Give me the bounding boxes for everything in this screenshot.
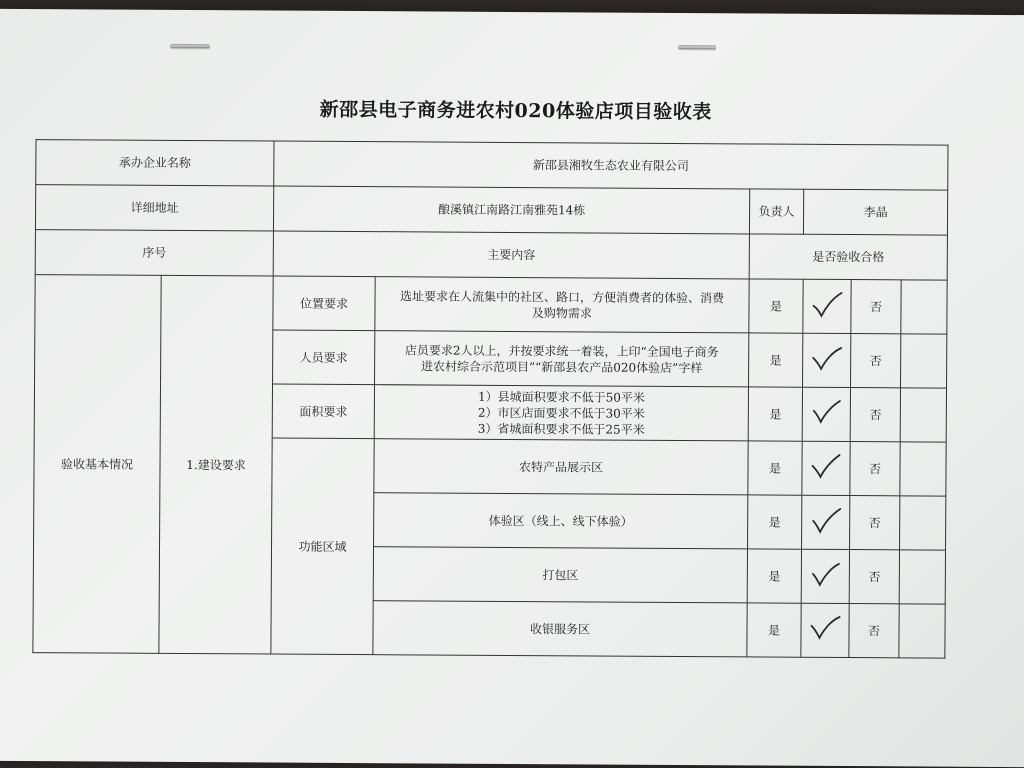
no-label: 否 [851, 334, 901, 388]
no-check-cell[interactable] [900, 442, 946, 496]
handwritten-check-icon [808, 613, 842, 643]
handwritten-check-icon [809, 397, 843, 427]
pass-label: 是否验收合格 [749, 234, 947, 280]
function-item: 收银服务区 [373, 601, 747, 657]
category-function-area: 功能区域 [271, 438, 374, 655]
company-row [36, 140, 948, 191]
requirement-line: 店员要求2人以上，并按要求统一着装，上印“全国电子商务 [404, 342, 719, 359]
address-label: 详细地址 [35, 185, 273, 231]
table-row [35, 275, 947, 335]
section-label: 验收基本情况 [33, 275, 161, 654]
yes-check-cell[interactable] [802, 441, 850, 495]
sub-section-label: 1.建设要求 [159, 275, 273, 654]
category-area: 面积要求 [272, 384, 374, 439]
person-label: 负责人 [749, 189, 803, 234]
no-check-cell[interactable] [901, 334, 947, 388]
paper-sheet [0, 9, 1024, 767]
yes-label: 是 [749, 279, 803, 333]
column-header-row [35, 230, 947, 281]
seq-label: 序号 [35, 230, 273, 276]
yes-label: 是 [749, 333, 803, 387]
yes-check-cell[interactable] [801, 549, 849, 603]
function-item: 打包区 [373, 547, 747, 603]
no-check-cell[interactable] [899, 604, 945, 658]
yes-label: 是 [748, 441, 802, 495]
yes-label: 是 [747, 603, 801, 657]
handwritten-check-icon [809, 451, 843, 481]
no-check-cell[interactable] [901, 280, 947, 334]
company-label: 承办企业名称 [36, 140, 274, 186]
staple-icon [678, 45, 716, 49]
function-item: 农特产品展示区 [374, 439, 748, 495]
no-label: 否 [851, 280, 901, 334]
company-value: 新邵县湘牧生态农业有限公司 [274, 141, 948, 190]
requirement-line: 3）省城面积要求不低于25平米 [477, 421, 645, 437]
yes-check-cell[interactable] [803, 333, 851, 387]
handwritten-check-icon [809, 505, 843, 535]
content-label: 主要内容 [273, 231, 749, 279]
requirement-line: 选址要求在人流集中的社区、路口，方便消费者的体验、消费 [400, 288, 725, 305]
no-label: 否 [850, 442, 900, 496]
no-check-cell[interactable] [900, 388, 946, 442]
requirement-line: 2）市区店面要求不低于30平米 [477, 405, 645, 421]
handwritten-check-icon [808, 559, 842, 589]
acceptance-table [32, 139, 948, 659]
category-location: 位置要求 [273, 276, 375, 331]
no-label: 否 [849, 550, 899, 604]
handwritten-check-icon [810, 343, 844, 373]
handwritten-check-icon [810, 289, 844, 319]
address-row [35, 185, 947, 236]
category-staff: 人员要求 [273, 330, 375, 385]
function-item: 体验区（线上、线下体验） [374, 493, 748, 549]
yes-label: 是 [747, 549, 801, 603]
no-check-cell[interactable] [900, 496, 946, 550]
requirement-text [374, 385, 748, 441]
yes-label: 是 [748, 495, 802, 549]
yes-check-cell[interactable] [802, 387, 850, 441]
requirement-text [375, 331, 749, 387]
yes-label: 是 [748, 387, 802, 441]
yes-check-cell[interactable] [803, 279, 851, 333]
requirement-text [375, 277, 749, 333]
yes-check-cell[interactable] [801, 603, 849, 657]
no-label: 否 [849, 604, 899, 658]
yes-check-cell[interactable] [802, 495, 850, 549]
address-value: 酿溪镇江南路江南雅苑14栋 [273, 186, 749, 234]
requirement-line: 1）县城面积要求不低于50平米 [477, 389, 645, 405]
no-label: 否 [850, 496, 900, 550]
no-label: 否 [850, 388, 900, 442]
document-title: 新邵县电子商务进农村020体验店项目验收表 [319, 98, 712, 124]
staple-icon [170, 44, 210, 48]
requirement-line: 及购物需求 [531, 305, 593, 320]
person-value: 李晶 [803, 189, 947, 235]
no-check-cell[interactable] [899, 550, 945, 604]
requirement-line: 进农村综合示范项目”“新邵县农产品020体验店”字样 [420, 358, 703, 375]
